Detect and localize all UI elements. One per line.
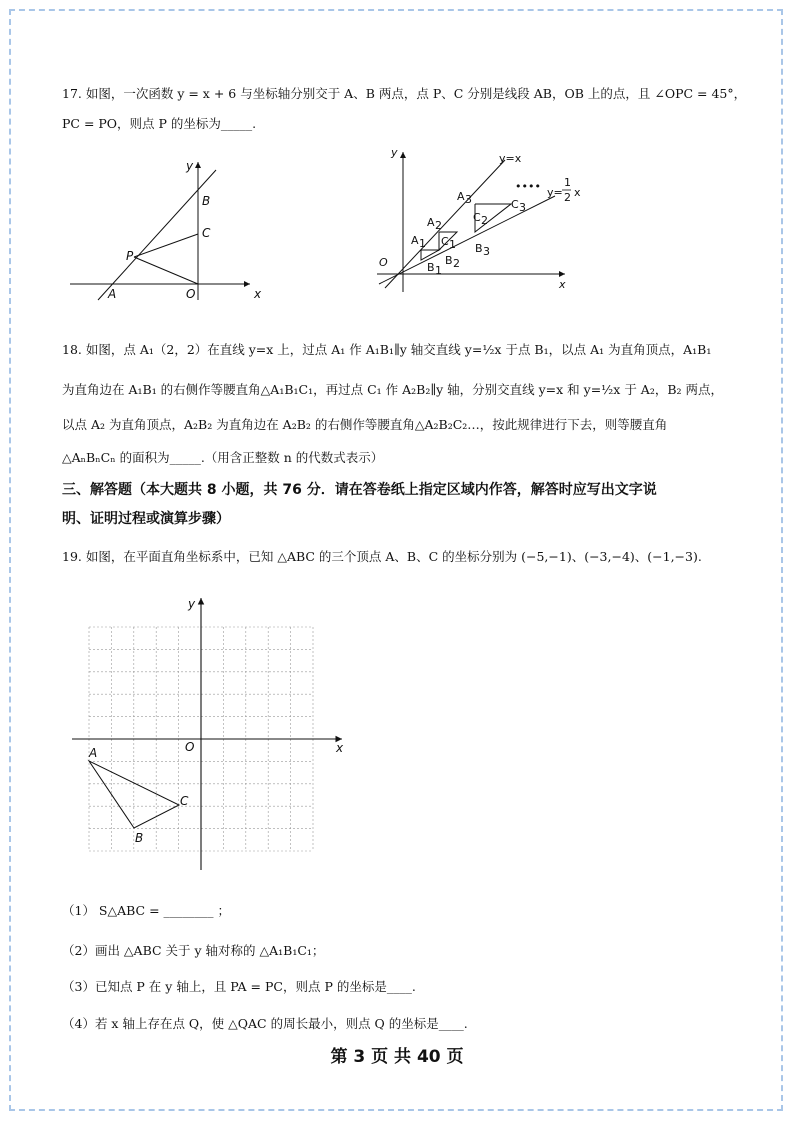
q19-sub4: （4）若 x 轴上存在点 Q，使 △QAC 的周长最小，则点 Q 的坐标是____.	[62, 1016, 468, 1031]
label-B1: B	[427, 261, 435, 274]
q19-grid-figure	[66, 590, 356, 875]
q19-line1: 19. 如图，在平面直角坐标系中，已知 △ABC 的三个顶点 A、B、C 的坐标分别为 (−5,−1)、(−3,−4)、(−1,−3).	[62, 549, 702, 564]
x-label: x	[254, 287, 262, 301]
label-O: O	[186, 287, 196, 301]
q19-sub1: （1） S△ABC = ________ ；	[62, 903, 231, 918]
label-C: C	[202, 226, 211, 240]
label-A: A	[89, 746, 98, 760]
label-O: O	[379, 256, 388, 269]
svg-text:3: 3	[483, 245, 490, 258]
label-A2: A	[427, 216, 435, 229]
label-half-suffix: x	[574, 186, 581, 199]
label-half-den: 2	[564, 191, 571, 204]
q18-line3: 以点 A₂ 为直角顶点，A₂B₂ 为直角边在 A₂B₂ 的右侧作等腰直角△A₂B₂C₂…，按此规律进行下去，则等腰直角	[62, 417, 668, 432]
label-B: B	[135, 831, 144, 845]
label-B2: B	[445, 254, 453, 267]
y-label: y	[391, 146, 398, 159]
segment-PC	[134, 234, 198, 257]
q19-sub2: （2）画出 △ABC 关于 y 轴对称的 △A₁B₁C₁；	[62, 943, 325, 958]
svg-text:2: 2	[481, 214, 488, 227]
label-B: B	[202, 194, 211, 208]
svg-text:1: 1	[419, 237, 426, 250]
section3-heading-line1: 三、解答题（本大题共 8 小题，共 76 分．请在答卷纸上指定区域内作答，解答时应写出文字说	[62, 482, 657, 498]
label-C1: C	[441, 235, 449, 248]
page-footer: 第 3 页 共 40 页	[330, 1047, 464, 1067]
label-C2: C	[473, 211, 481, 224]
q18-line4: △AₙBₙCₙ 的面积为_____.（用含正整数 n 的代数式表示）	[62, 450, 384, 465]
svg-text:1: 1	[449, 238, 456, 251]
section3-heading-line2: 明、证明过程或演算步骤）	[62, 511, 230, 527]
q18-line2: 为直角边在 A₁B₁ 的右侧作等腰直角△A₁B₁C₁，再过点 C₁ 作 A₂B₂∥y 轴，分别交直线 y=x 和 y=½x 于 A₂，B₂ 两点，	[62, 382, 724, 397]
line-y-eq-half-x	[379, 196, 555, 284]
svg-text:1: 1	[435, 264, 442, 277]
q17-figure-left	[62, 150, 262, 305]
label-B3: B	[475, 242, 483, 255]
x-label: x	[336, 741, 344, 755]
y-label: y	[186, 159, 194, 173]
y-label: y	[188, 597, 196, 611]
svg-text:2: 2	[453, 257, 460, 270]
label-half-num: 1	[564, 176, 571, 189]
svg-text:3: 3	[465, 193, 472, 206]
q19-sub3: （3）已知点 P 在 y 轴上，且 PA = PC，则点 P 的坐标是____.	[62, 979, 416, 994]
q18-line1: 18. 如图，点 A₁（2，2）在直线 y=x 上，过点 A₁ 作 A₁B₁∥y 轴交直线 y=½x 于点 B₁，以点 A₁ 为直角顶点，A₁B₁	[62, 342, 712, 357]
q17-line2: PC = PO，则点 P 的坐标为_____.	[62, 116, 257, 131]
q17-figure-right	[365, 146, 600, 296]
label-y-eq-half-prefix: y=	[547, 186, 563, 199]
label-O: O	[185, 740, 195, 754]
continuation-dots: ••••	[515, 180, 541, 193]
label-C3: C	[511, 198, 519, 211]
label-P: P	[126, 249, 134, 263]
label-C: C	[180, 794, 189, 808]
segment-PO	[134, 257, 198, 284]
svg-text:3: 3	[519, 201, 526, 214]
label-A3: A	[457, 190, 465, 203]
label-y-eq-x: y=x	[499, 152, 522, 165]
svg-text:2: 2	[435, 219, 442, 232]
q17-line1: 17. 如图，一次函数 y = x + 6 与坐标轴分别交于 A、B 两点，点 P、C 分别是线段 AB，OB 上的点，且 ∠OPC = 45°，	[62, 86, 747, 101]
label-A1: A	[411, 234, 419, 247]
label-A: A	[108, 287, 117, 301]
x-label: x	[559, 278, 566, 291]
